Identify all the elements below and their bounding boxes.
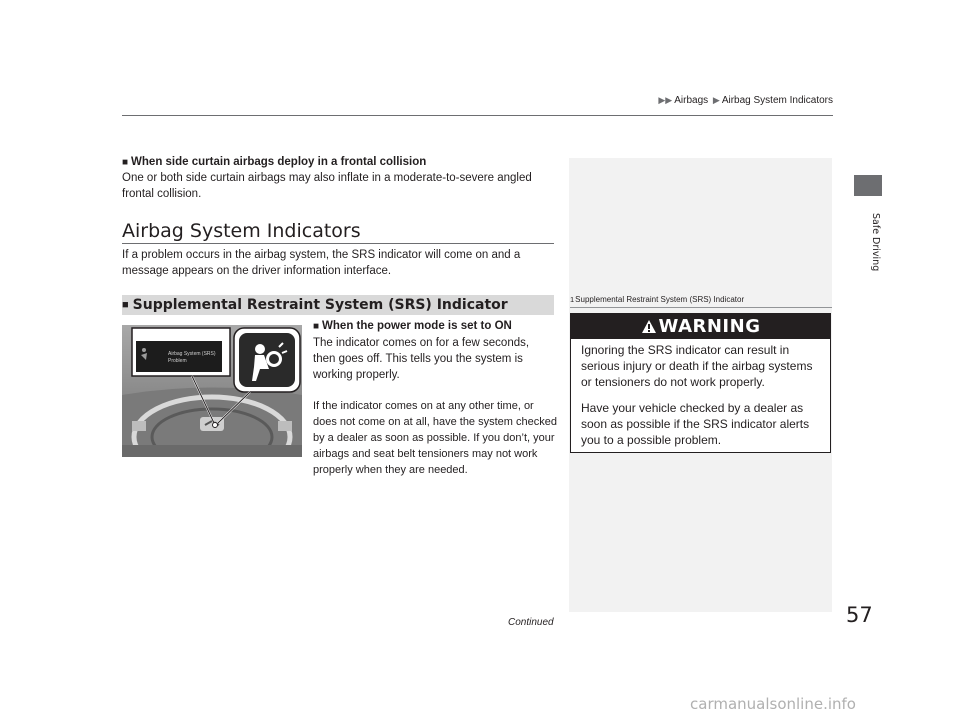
chapter-tab-label: Safe Driving <box>870 212 881 272</box>
note-title <box>570 295 744 304</box>
square-bullet-icon: ■ <box>313 321 320 332</box>
page-number: 57 <box>846 603 873 627</box>
intro-paragraph: If a problem occurs in the airbag system, the SRS indicator will come on and a message appears on the driver information interface. <box>122 249 521 277</box>
breadcrumb-item-indicators[interactable]: Airbag System Indicators <box>721 95 833 106</box>
note-title-text: Supplemental Restraint System (SRS) Indicator <box>575 295 745 304</box>
breadcrumb <box>656 95 833 106</box>
display-text-line-1: Airbag System (SRS) <box>168 351 216 357</box>
curtain-airbag-body: One or both side curtain airbags may also inflate in a moderate-to-severe angled frontal collision. <box>122 172 532 200</box>
subsection-title: Supplemental Restraint System (SRS) Indicator <box>132 297 508 313</box>
warning-label: WARNING <box>658 316 761 337</box>
warning-header <box>571 314 830 339</box>
power-mode-heading-text: When the power mode is set to ON <box>322 320 512 332</box>
subsection-bar <box>122 295 554 315</box>
display-text-line-2: Problem <box>168 358 187 364</box>
note-number: 1 <box>570 295 575 304</box>
curtain-airbag-heading <box>122 156 426 168</box>
breadcrumb-item-airbags[interactable]: Airbags <box>674 95 709 106</box>
curtain-airbag-heading-text: When side curtain airbags deploy in a frontal collision <box>131 156 427 168</box>
breadcrumb-arrow-icon: ▶▶ <box>658 95 673 105</box>
breadcrumb-arrow-icon: ▶ <box>712 95 720 105</box>
warning-paragraph-2: Have your vehicle checked by a dealer as soon as possible if the SRS indicator alerts you to a possible problem. <box>581 401 810 447</box>
watermark: carmanualsonline.info <box>690 695 856 713</box>
power-mode-body: The indicator comes on for a few seconds, then goes off. This tells you the system is working properly. <box>313 337 530 381</box>
title-divider <box>122 243 554 244</box>
continued-label: Continued <box>508 617 554 628</box>
indicator-detail-paragraph: If the indicator comes on at any other time, or does not come on at all, have the system checked by a dealer as soon as possible. If you don’t, your airbags and seat belt tensioners may not work properly when they are needed. <box>313 400 557 476</box>
warning-box <box>570 313 831 453</box>
power-mode-heading <box>313 320 512 332</box>
dashboard-illustration-svg <box>122 325 302 457</box>
warning-triangle-icon <box>641 319 657 334</box>
square-bullet-icon: ■ <box>122 299 129 311</box>
warning-paragraph-1: Ignoring the SRS indicator can result in serious injury or death if the airbag systems or tensioners do not work properly. <box>581 343 813 389</box>
dashboard-illustration <box>122 325 302 457</box>
page-title: Airbag System Indicators <box>122 220 361 242</box>
square-bullet-icon: ■ <box>122 157 129 168</box>
chapter-tab[interactable] <box>854 175 882 196</box>
header-divider <box>122 115 833 116</box>
note-divider <box>570 307 832 308</box>
